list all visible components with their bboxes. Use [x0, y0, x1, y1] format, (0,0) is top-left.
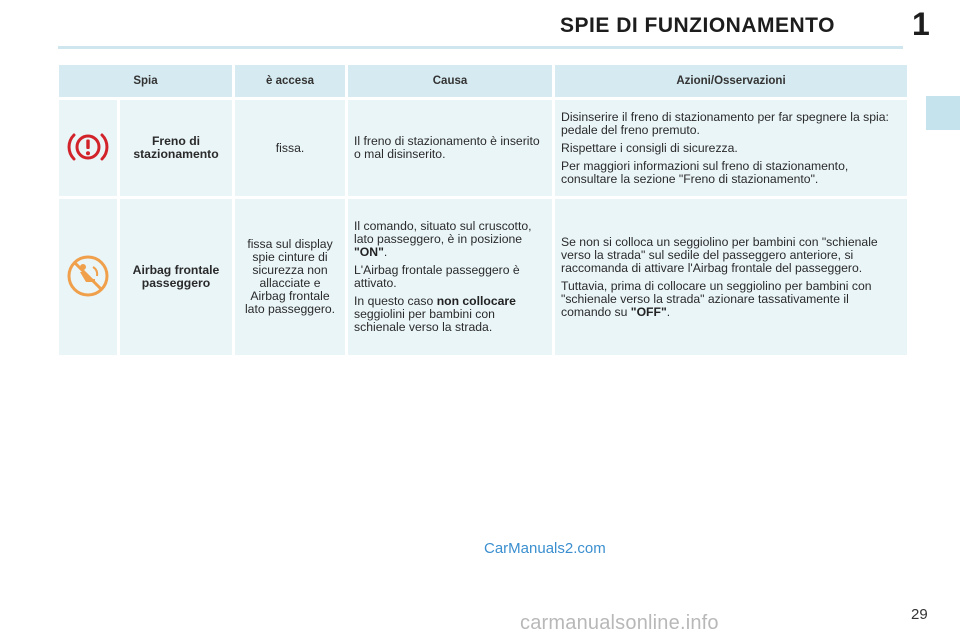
- cause-text: In questo caso non collocare seggiolini per bambini con schienale verso la strada.: [354, 294, 516, 334]
- chapter-number: 1: [912, 6, 930, 42]
- action-text: Tuttavia, prima di collocare un seggiolino per bambini con "schienale verso la strada" azionare tassativamente il comando su "OFF".: [561, 278, 872, 319]
- light-cause: Il freno di stazionamento è inserito o mal disinserito.: [348, 100, 552, 196]
- action-text: Per maggiori informazioni sul freno di stazionamento, consultare la sezione "Freno di stazionamento".: [561, 158, 849, 186]
- light-actions: [555, 199, 907, 355]
- watermark-link[interactable]: CarManuals2.com: [484, 540, 606, 557]
- light-state: fissa sul display spie cinture di sicurezza non allacciate e Airbag frontale lato passeggero.: [235, 199, 345, 355]
- icon-cell: [59, 199, 117, 355]
- table-header-row: [59, 65, 907, 97]
- light-cause: [348, 199, 552, 355]
- column-header-spia: Spia: [59, 65, 232, 97]
- light-actions: [555, 100, 907, 196]
- table-row: [59, 199, 907, 355]
- page-title: SPIE DI FUNZIONAMENTO: [560, 14, 835, 37]
- page-number: 29: [911, 606, 928, 623]
- icon-cell: [59, 100, 117, 196]
- table-row: [59, 100, 907, 196]
- header-divider: [58, 46, 903, 49]
- light-name: Airbag frontale passeggero: [120, 199, 232, 355]
- column-header-azioni: Azioni/Osservazioni: [555, 65, 907, 97]
- light-name: Freno di stazionamento: [120, 100, 232, 196]
- cause-text: Il comando, situato sul cruscotto, lato passeggero, è in posizione "ON".: [354, 219, 532, 259]
- light-state: fissa.: [235, 100, 345, 196]
- action-text: Se non si colloca un seggiolino per bambini con "schienale verso la strada" sul sedile del passeggero anteriore, si raccomanda di attivare l'Airbag frontale del passeggero.: [561, 234, 878, 275]
- column-header-causa: Causa: [348, 65, 552, 97]
- footer-watermark: carmanualsonline.info: [520, 612, 719, 634]
- chapter-tab: [926, 96, 960, 130]
- parking-brake-warning-icon: [66, 129, 110, 165]
- column-header-accesa: è accesa: [235, 65, 345, 97]
- action-text: Rispettare i consigli di sicurezza.: [561, 140, 738, 155]
- cause-text: L'Airbag frontale passeggero è attivato.: [354, 263, 520, 290]
- warning-lights-table: [56, 62, 910, 358]
- passenger-airbag-off-icon: [66, 254, 110, 298]
- action-text: Disinserire il freno di stazionamento per far spegnere la spia: pedale del freno premuto.: [561, 109, 889, 137]
